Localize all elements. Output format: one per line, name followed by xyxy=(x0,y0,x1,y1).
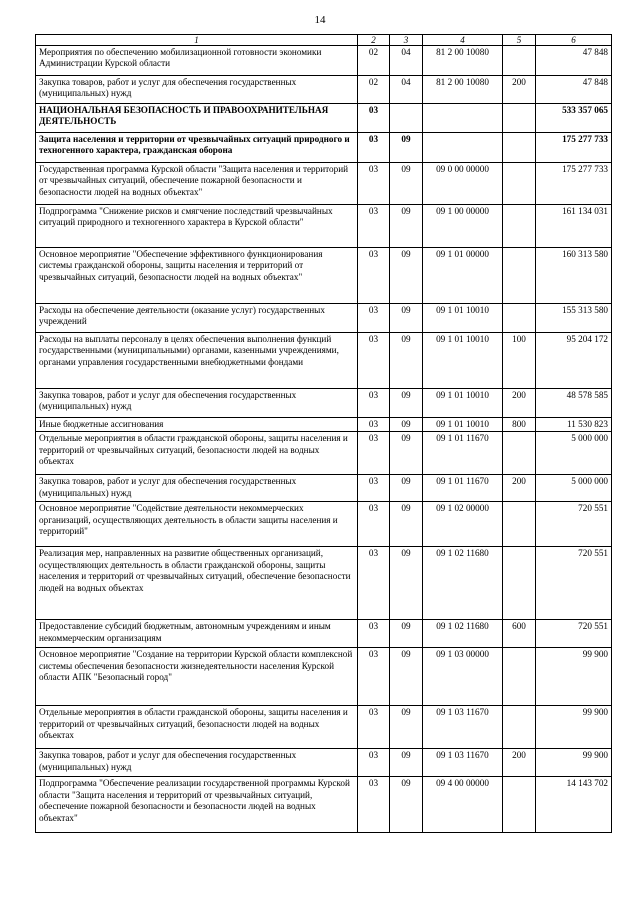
expense-type-code xyxy=(503,248,536,304)
section-code: 03 xyxy=(358,749,390,777)
table-row xyxy=(36,333,612,389)
subsection-code: 09 xyxy=(390,163,423,205)
amount-value: 533 357 065 xyxy=(536,104,612,133)
subsection-code: 09 xyxy=(390,389,423,418)
target-article-code: 09 1 03 00000 xyxy=(423,648,503,706)
expense-type-code: 200 xyxy=(503,76,536,104)
target-article-code: 81 2 00 10080 xyxy=(423,76,503,104)
target-article-code: 09 1 01 10010 xyxy=(423,389,503,418)
amount-value: 48 578 585 xyxy=(536,389,612,418)
table-row xyxy=(36,706,612,749)
table-row xyxy=(36,304,612,333)
budget-item-name: Подпрограмма "Снижение рисков и смягчение последствий чрезвычайных ситуаций природного и техногенного характера в Курской области" xyxy=(36,205,358,248)
section-code: 03 xyxy=(358,248,390,304)
amount-value: 160 313 580 xyxy=(536,248,612,304)
table-row xyxy=(36,475,612,502)
column-header-4: 4 xyxy=(423,35,503,46)
section-code: 03 xyxy=(358,133,390,163)
column-header-6: 6 xyxy=(536,35,612,46)
budget-item-name: НАЦИОНАЛЬНАЯ БЕЗОПАСНОСТЬ И ПРАВООХРАНИТЕЛЬНАЯ ДЕЯТЕЛЬНОСТЬ xyxy=(36,104,358,133)
budget-item-name: Основное мероприятие "Обеспечение эффективного функционирования системы гражданской обороны, защиты населения и территорий от чрезвычайных ситуаций, безопасности людей на водных объектах" xyxy=(36,248,358,304)
table-row xyxy=(36,432,612,475)
subsection-code: 09 xyxy=(390,205,423,248)
amount-value: 99 900 xyxy=(536,648,612,706)
table-row xyxy=(36,133,612,163)
table-row xyxy=(36,648,612,706)
expense-type-code xyxy=(503,163,536,205)
table-row xyxy=(36,389,612,418)
expense-type-code xyxy=(503,648,536,706)
subsection-code: 09 xyxy=(390,333,423,389)
target-article-code: 09 1 02 11680 xyxy=(423,547,503,620)
budget-table xyxy=(35,34,612,833)
table-row xyxy=(36,163,612,205)
expense-type-code xyxy=(503,133,536,163)
target-article-code: 09 1 02 11680 xyxy=(423,620,503,648)
subsection-code: 04 xyxy=(390,46,423,76)
expense-type-code xyxy=(503,205,536,248)
target-article-code: 81 2 00 10080 xyxy=(423,46,503,76)
expense-type-code xyxy=(503,104,536,133)
budget-item-name: Основное мероприятие "Содействие деятельности некоммерческих организаций, осуществляющих деятельность в области защиты населения и территорий" xyxy=(36,502,358,547)
section-code: 02 xyxy=(358,76,390,104)
amount-value: 11 530 823 xyxy=(536,418,612,432)
budget-item-name: Закупка товаров, работ и услуг для обеспечения государственных (муниципальных) нужд xyxy=(36,389,358,418)
subsection-code: 09 xyxy=(390,133,423,163)
budget-item-name: Иные бюджетные ассигнования xyxy=(36,418,358,432)
table-row xyxy=(36,418,612,432)
expense-type-code: 200 xyxy=(503,389,536,418)
amount-value: 47 848 xyxy=(536,76,612,104)
column-header-1: 1 xyxy=(36,35,358,46)
budget-item-name: Отдельные мероприятия в области гражданской обороны, защиты населения и территорий от чрезвычайных ситуаций, безопасности людей на водных объектах xyxy=(36,432,358,475)
table-row xyxy=(36,248,612,304)
target-article-code: 09 1 01 00000 xyxy=(423,248,503,304)
target-article-code: 09 1 03 11670 xyxy=(423,706,503,749)
target-article-code: 09 1 01 11670 xyxy=(423,475,503,502)
table-row xyxy=(36,46,612,76)
amount-value: 14 143 702 xyxy=(536,777,612,833)
expense-type-code: 200 xyxy=(503,475,536,502)
column-header-3: 3 xyxy=(390,35,423,46)
column-number-row xyxy=(36,35,612,46)
subsection-code: 09 xyxy=(390,648,423,706)
budget-item-name: Подпрограмма "Обеспечение реализации государственной программы Курской области "Защита населения и территорий от чрезвычайных ситуаций, обеспечение пожарной безопасности и безопасности людей на водных объектах" xyxy=(36,777,358,833)
subsection-code: 09 xyxy=(390,706,423,749)
table-row xyxy=(36,620,612,648)
section-code: 03 xyxy=(358,163,390,205)
section-code: 02 xyxy=(358,46,390,76)
section-code: 03 xyxy=(358,104,390,133)
subsection-code xyxy=(390,104,423,133)
amount-value: 720 551 xyxy=(536,620,612,648)
subsection-code: 04 xyxy=(390,76,423,104)
amount-value: 175 277 733 xyxy=(536,163,612,205)
amount-value: 5 000 000 xyxy=(536,432,612,475)
target-article-code: 09 0 00 00000 xyxy=(423,163,503,205)
target-article-code: 09 1 01 10010 xyxy=(423,418,503,432)
section-code: 03 xyxy=(358,547,390,620)
budget-item-name: Отдельные мероприятия в области гражданской обороны, защиты населения и территорий от чрезвычайных ситуаций, безопасности людей на водных объектах xyxy=(36,706,358,749)
subsection-code: 09 xyxy=(390,304,423,333)
section-code: 03 xyxy=(358,502,390,547)
expense-type-code xyxy=(503,432,536,475)
target-article-code: 09 1 01 10010 xyxy=(423,333,503,389)
section-code: 03 xyxy=(358,648,390,706)
table-row xyxy=(36,547,612,620)
table-row xyxy=(36,777,612,833)
budget-item-name: Основное мероприятие "Создание на территории Курской области комплексной системы обеспечения безопасности жизнедеятельности населения Курской области АПК "Безопасный город" xyxy=(36,648,358,706)
amount-value: 161 134 031 xyxy=(536,205,612,248)
budget-item-name: Мероприятия по обеспечению мобилизационной готовности экономики Администрации Курской области xyxy=(36,46,358,76)
subsection-code: 09 xyxy=(390,547,423,620)
amount-value: 720 551 xyxy=(536,502,612,547)
subsection-code: 09 xyxy=(390,620,423,648)
subsection-code: 09 xyxy=(390,749,423,777)
budget-item-name: Расходы на выплаты персоналу в целях обеспечения выполнения функций государственными (муниципальными) органами, казенными учреждениями, органами управления государственными внебюджетными фондами xyxy=(36,333,358,389)
column-header-2: 2 xyxy=(358,35,390,46)
budget-item-name: Предоставление субсидий бюджетным, автономным учреждениям и иным некоммерческим организациям xyxy=(36,620,358,648)
expense-type-code: 800 xyxy=(503,418,536,432)
subsection-code: 09 xyxy=(390,432,423,475)
amount-value: 155 313 580 xyxy=(536,304,612,333)
target-article-code: 09 1 02 00000 xyxy=(423,502,503,547)
table-row xyxy=(36,749,612,777)
page-number: 14 xyxy=(314,14,326,26)
expense-type-code: 100 xyxy=(503,333,536,389)
target-article-code: 09 1 00 00000 xyxy=(423,205,503,248)
section-code: 03 xyxy=(358,706,390,749)
budget-item-name: Реализация мер, направленных на развитие общественных организаций, осуществляющих деятельность в области гражданской обороны, защиты населения и территорий от чрезвычайных ситуаций, обеспечение безопасности людей на водных объектах xyxy=(36,547,358,620)
expense-type-code xyxy=(503,502,536,547)
expense-type-code xyxy=(503,304,536,333)
expense-type-code: 600 xyxy=(503,620,536,648)
subsection-code: 09 xyxy=(390,418,423,432)
section-code: 03 xyxy=(358,475,390,502)
subsection-code: 09 xyxy=(390,248,423,304)
target-article-code: 09 1 01 11670 xyxy=(423,432,503,475)
column-header-5: 5 xyxy=(503,35,536,46)
table-row xyxy=(36,104,612,133)
section-code: 03 xyxy=(358,620,390,648)
budget-item-name: Расходы на обеспечение деятельности (оказание услуг) государственных учреждений xyxy=(36,304,358,333)
section-code: 03 xyxy=(358,432,390,475)
expense-type-code xyxy=(503,46,536,76)
amount-value: 99 900 xyxy=(536,749,612,777)
section-code: 03 xyxy=(358,418,390,432)
section-code: 03 xyxy=(358,389,390,418)
budget-item-name: Защита населения и территории от чрезвычайных ситуаций природного и техногенного характера, гражданская оборона xyxy=(36,133,358,163)
target-article-code xyxy=(423,104,503,133)
expense-type-code: 200 xyxy=(503,749,536,777)
amount-value: 47 848 xyxy=(536,46,612,76)
amount-value: 95 204 172 xyxy=(536,333,612,389)
expense-type-code xyxy=(503,547,536,620)
table-row xyxy=(36,76,612,104)
target-article-code: 09 1 01 10010 xyxy=(423,304,503,333)
amount-value: 99 900 xyxy=(536,706,612,749)
budget-item-name: Государственная программа Курской области "Защита населения и территорий от чрезвычайных ситуаций, обеспечение пожарной безопасности и безопасности людей на водных объектах" xyxy=(36,163,358,205)
budget-item-name: Закупка товаров, работ и услуг для обеспечения государственных (муниципальных) нужд xyxy=(36,749,358,777)
table-row xyxy=(36,502,612,547)
section-code: 03 xyxy=(358,333,390,389)
table-row xyxy=(36,205,612,248)
target-article-code: 09 1 03 11670 xyxy=(423,749,503,777)
section-code: 03 xyxy=(358,777,390,833)
amount-value: 175 277 733 xyxy=(536,133,612,163)
amount-value: 5 000 000 xyxy=(536,475,612,502)
subsection-code: 09 xyxy=(390,777,423,833)
subsection-code: 09 xyxy=(390,475,423,502)
amount-value: 720 551 xyxy=(536,547,612,620)
section-code: 03 xyxy=(358,304,390,333)
section-code: 03 xyxy=(358,205,390,248)
target-article-code xyxy=(423,133,503,163)
subsection-code: 09 xyxy=(390,502,423,547)
budget-item-name: Закупка товаров, работ и услуг для обеспечения государственных (муниципальных) нужд xyxy=(36,475,358,502)
expense-type-code xyxy=(503,777,536,833)
expense-type-code xyxy=(503,706,536,749)
target-article-code: 09 4 00 00000 xyxy=(423,777,503,833)
budget-item-name: Закупка товаров, работ и услуг для обеспечения государственных (муниципальных) нужд xyxy=(36,76,358,104)
